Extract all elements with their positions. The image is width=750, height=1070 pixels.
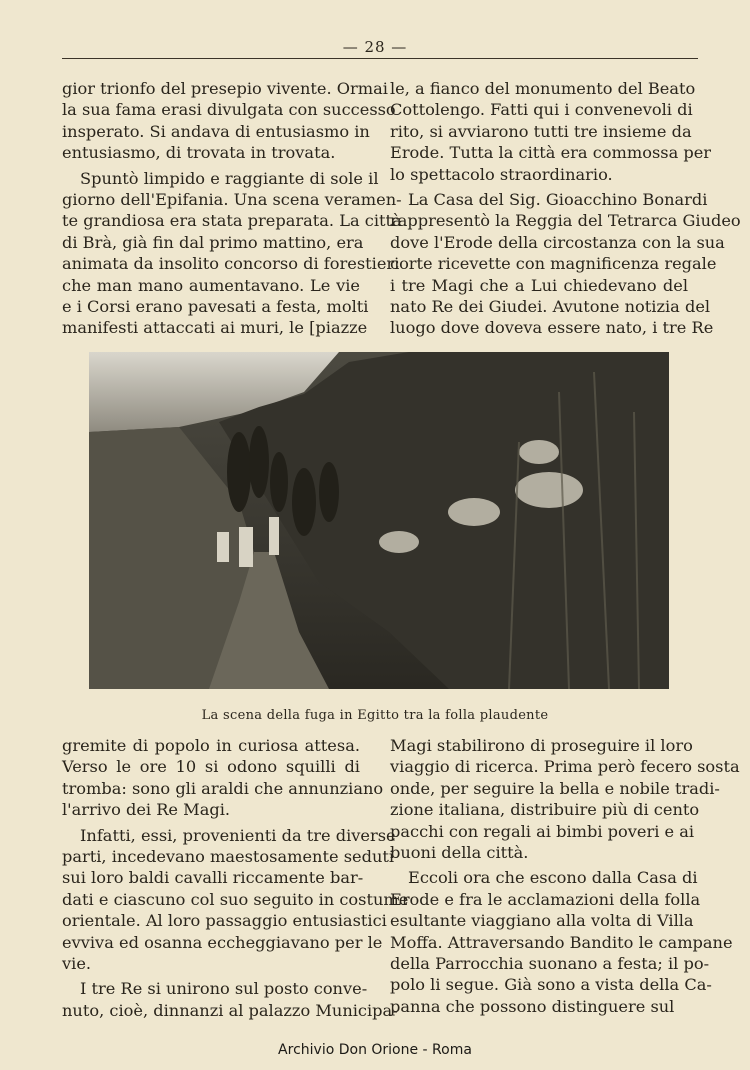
text-line: La Casa del Sig. Gioacchino Bonardi (408, 190, 708, 210)
text-line: Spuntò limpido e raggiante di sole il (80, 168, 379, 188)
text-column-top-left (62, 78, 402, 339)
text-line: dove l'Erode della circostanza con la sua (390, 232, 725, 252)
text-line: orientale. Al loro passaggio entusiastici (62, 911, 387, 931)
text-line: Moffa. Attraversando Bandito le campane (390, 932, 733, 952)
text-line: lo spettacolo straordinario. (390, 164, 613, 184)
archive-footer: Archivio Don Orione - Roma (278, 1042, 472, 1058)
text-column-bottom-left (62, 735, 409, 1021)
text-line: insperato. Si andava di entusiasmo in (62, 121, 370, 141)
text-line: zione italiana, distribuire più di cento (390, 800, 700, 820)
text-line: polo li segue. Già sono a vista della Ca- (390, 975, 712, 995)
text-line: pacchi con regali ai bimbi poveri e ai (390, 821, 695, 841)
text-line: vie. (62, 954, 92, 974)
text-line: onde, per seguire la bella e nobile tradi- (390, 778, 720, 798)
text-line: tromba: sono gli araldi che annunziano (62, 778, 384, 798)
text-line: entusiasmo, di trovata in trovata. (62, 143, 336, 163)
text-line: gior trionfo del presepio vivente. Ormai (62, 79, 388, 98)
text-line: della Parrocchia suonano a festa; il po- (390, 954, 710, 974)
text-line: viaggio di ricerca. Prima però fecero sosta (390, 757, 740, 777)
text-line: Erode e fra le acclamazioni della folla (390, 889, 701, 909)
page-number: — 28 — (342, 38, 408, 56)
text-line: I tre Re si unirono sul posto conve- (80, 979, 368, 999)
text-line: manifesti attaccati ai muri, le [piazze (62, 318, 368, 338)
header-rule (62, 58, 698, 59)
text-line: animata da insolito concorso di forestieri (62, 254, 400, 274)
text-line: luogo dove doveva essere nato, i tre Re (390, 318, 714, 338)
text-line: evviva ed osanna eccheggiavano per le (62, 932, 383, 952)
text-column-top-right (390, 78, 741, 339)
text-line: Magi stabilirono di proseguire il loro (390, 736, 693, 755)
text-line: Erode. Tutta la città era commossa per (390, 143, 712, 163)
text-line: parti, incedevano maestosamente seduti (62, 847, 395, 867)
text-line: le, a fianco del monumento del Beato (390, 79, 696, 98)
photo-illustration (89, 352, 669, 689)
text-line: dati e ciascuno col suo seguito in costume (62, 889, 409, 909)
text-line: l'arrivo dei Re Magi. (62, 800, 231, 820)
text-line: panna che possono distinguere sul (390, 996, 675, 1016)
text-line: Verso le ore 10 si odono squilli di (62, 757, 360, 777)
text-line: sui loro baldi cavalli riccamente bar- (62, 868, 364, 888)
text-line: nato Re dei Giudei. Avutone notizia del (390, 297, 711, 317)
text-line: che man mano aumentavano. Le vie (62, 275, 360, 295)
text-line: esultante viaggiano alla volta di Villa (390, 911, 694, 931)
text-line: i tre Magi che a Lui chiedevano del (390, 275, 688, 295)
text-line: buoni della città. (390, 843, 529, 863)
photo-caption: La scena della fuga in Egitto tra la folla plaudente (201, 708, 549, 723)
text-line: gremite di popolo in curiosa attesa. (62, 736, 360, 755)
text-line: rito, si avviarono tutti tre insieme da (390, 121, 692, 141)
text-line: di Brà, già fin dal primo mattino, era (62, 232, 364, 252)
text-line: la sua fama erasi divulgata con successo (62, 100, 396, 120)
text-line: nuto, cioè, dinnanzi al palazzo Municipa- (62, 1000, 398, 1020)
text-line: e i Corsi erano pavesati a festa, molti (62, 297, 369, 317)
text-line: giorno dell'Epifania. Una scena veramen- (62, 190, 402, 210)
text-line: te grandiosa era stata preparata. La città (62, 211, 402, 231)
text-line: Infatti, essi, provenienti da tre diverse (80, 825, 396, 845)
text-line: Eccoli ora che escono dalla Casa di (408, 868, 698, 888)
photograph-procession (89, 352, 669, 689)
text-line: rappresentò la Reggia del Tetrarca Giudeo (390, 211, 741, 231)
text-line: Cottolengo. Fatti qui i convenevoli di (390, 100, 693, 120)
text-line: corte ricevette con magnificenza regale (390, 254, 717, 274)
text-column-bottom-right (390, 735, 740, 1017)
